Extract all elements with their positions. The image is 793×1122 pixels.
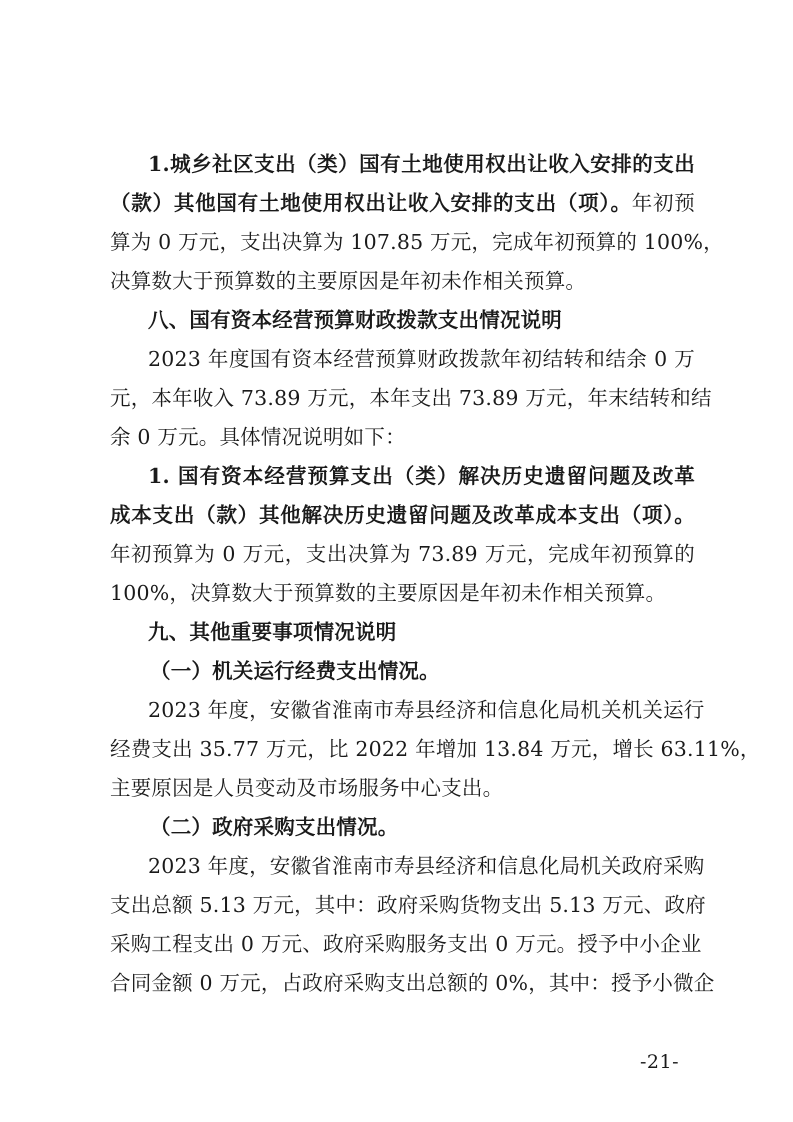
para1-line2-bold: （款）其他国有土地使用权出让收入安排的支出（项）。 (110, 191, 632, 215)
para2-line1: 2023 年度国有资本经营预算财政拨款年初结转和结余 0 万 (148, 347, 695, 371)
para2-line2: 元，本年收入 73.89 万元，本年支出 73.89 万元，年末结转和结 (110, 386, 712, 410)
section-heading-8: 八、国有资本经营预算财政拨款支出情况说明 (148, 308, 562, 332)
para5-line4: 合同金额 0 万元，占政府采购支出总额的 0%，其中：授予小微企 (110, 971, 715, 995)
para4-line3: 主要原因是人员变动及市场服务中心支出。 (110, 776, 504, 800)
para4-line1: 2023 年度，安徽省淮南市寿县经济和信息化局机关机关运行 (148, 698, 705, 722)
para1-line2 (110, 190, 695, 216)
para1-line1 (148, 151, 695, 177)
para5-line2: 支出总额 5.13 万元，其中：政府采购货物支出 5.13 万元、政府 (110, 893, 706, 917)
para1-line3: 算为 0 万元，支出决算为 107.85 万元，完成年初预算的 100%， (110, 230, 724, 254)
para1-line2-rest: 年初预 (631, 191, 695, 215)
para2-line3: 余 0 万元。具体情况说明如下： (110, 425, 406, 449)
section-heading-9: 九、其他重要事项情况说明 (148, 620, 397, 644)
page-number: -21- (640, 1051, 680, 1073)
para4-line2: 经费支出 35.77 万元，比 2022 年增加 13.84 万元，增长 63.11%， (110, 737, 761, 761)
para3-line4: 100%，决算数大于预算数的主要原因是年初未作相关预算。 (110, 581, 667, 605)
para3-line1: 1. 国有资本经营预算支出（类）解决历史遗留问题及改革 (148, 464, 695, 488)
para1-line4: 决算数大于预算数的主要原因是年初未作相关预算。 (110, 269, 587, 293)
para3-line2: 成本支出（款）其他解决历史遗留问题及改革成本支出（项）。 (110, 503, 695, 527)
para1-line1-text: 1.城乡社区支出（类）国有土地使用权出让收入安排的支出 (148, 152, 695, 176)
subheading-1: （一）机关运行经费支出情况。 (150, 659, 440, 683)
para5-line1: 2023 年度，安徽省淮南市寿县经济和信息化局机关政府采购 (148, 854, 705, 878)
subheading-2: （二）政府采购支出情况。 (150, 815, 399, 839)
para5-line3: 采购工程支出 0 万元、政府采购服务支出 0 万元。授予中小企业 (110, 932, 702, 956)
para3-line3: 年初预算为 0 万元，支出决算为 73.89 万元，完成年初预算的 (110, 542, 695, 566)
